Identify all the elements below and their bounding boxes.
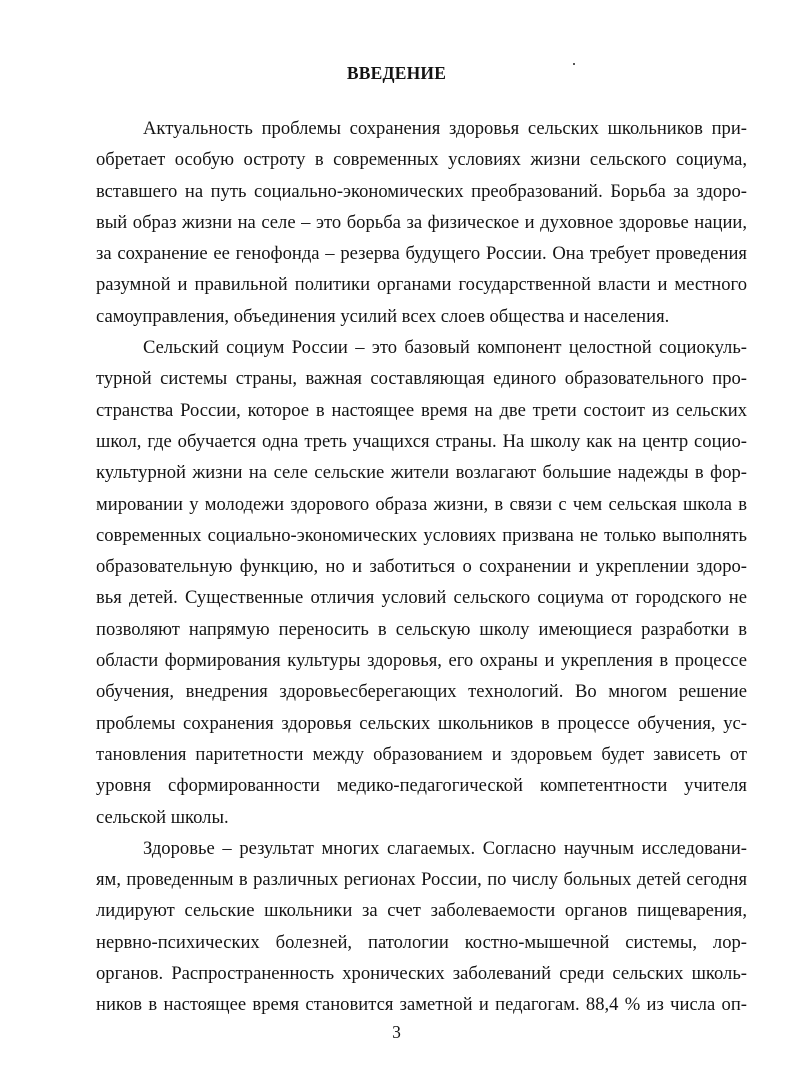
scan-speck [573,63,575,65]
text-line: разумной и правильной политики органами государственной власти и местного [96,274,747,296]
text-line: ников в настоящее время становится заметной и педагогам. 88,4 % из числа оп- [96,994,747,1016]
text-line: Актуальность проблемы сохранения здоровья сельских школьников при- [143,118,747,139]
text-line: странства России, которое в настоящее время на две трети состоит из сельских [96,399,747,421]
text-line: лидируют сельские школьники за счет заболеваемости органов пищеварения, [96,900,747,922]
paragraph-1 [96,113,747,332]
text-line: тановления паритетности между образованием и здоровьем будет зависеть от [96,743,747,765]
text-line: вставшего на путь социально-экономических преобразований. Борьба за здоро- [96,180,747,202]
text-line: позволяют напрямую переносить в сельскую школу имеющиеся разработки в [96,618,747,640]
paragraph-2 [96,332,747,833]
text-line: мировании у молодежи здорового образа жизни, в связи с чем сельская школа в [96,493,747,515]
text-line: обучения, внедрения здоровьесберегающих технологий. Во многом решение [96,681,747,703]
text-line: за сохранение ее генофонда – резерва будущего России. Она требует проведения [96,243,747,265]
text-line: проблемы сохранения здоровья сельских школьников в процессе обучения, ус- [96,712,747,734]
text-line: сельской школы. [96,806,229,828]
text-line: культурной жизни на селе сельские жители возлагают большие надежды в фор- [96,462,747,484]
text-line: вья детей. Существенные отличия условий сельского социума от городского не [96,587,747,609]
page-title: ВВЕДЕНИЕ [346,63,447,83]
text-line: органов. Распространенность хронических заболеваний среди сельских школь- [96,963,747,985]
text-line: школ, где обучается одна треть учащихся страны. На школу как на центр социо- [96,430,747,452]
text-line: нервно-психических болезней, патологии костно-мышечной системы, лор- [96,931,747,953]
text-line: ям, проведенным в различных регионах России, по числу больных детей сегодня [96,869,747,891]
text-line: турной системы страны, важная составляющая единого образовательного про- [96,368,747,390]
body-text [96,113,747,1021]
text-line: Сельский социум России – это базовый компонент целостной социокуль- [143,337,747,359]
text-line: современных социально-экономических условиях призвана не только выполнять [96,524,747,546]
text-line: вый образ жизни на селе – это борьба за физическое и духовное здоровье нации, [96,211,747,233]
text-line: обретает особую остроту в современных условиях жизни сельского социума, [96,149,747,171]
page-number: 3 [392,1022,401,1042]
text-line: области формирования культуры здоровья, его охраны и укрепления в процессе [96,650,747,672]
text-line: уровня сформированности медико-педагогической компетентности учителя [96,775,747,797]
text-line: образовательную функцию, но и заботиться о сохранении и укреплении здоро- [96,556,747,578]
paragraph-3 [96,833,747,1021]
text-line: самоуправления, объединения усилий всех слоев общества и населения. [96,305,670,327]
text-line: Здоровье – результат многих слагаемых. Согласно научным исследовани- [143,837,747,859]
